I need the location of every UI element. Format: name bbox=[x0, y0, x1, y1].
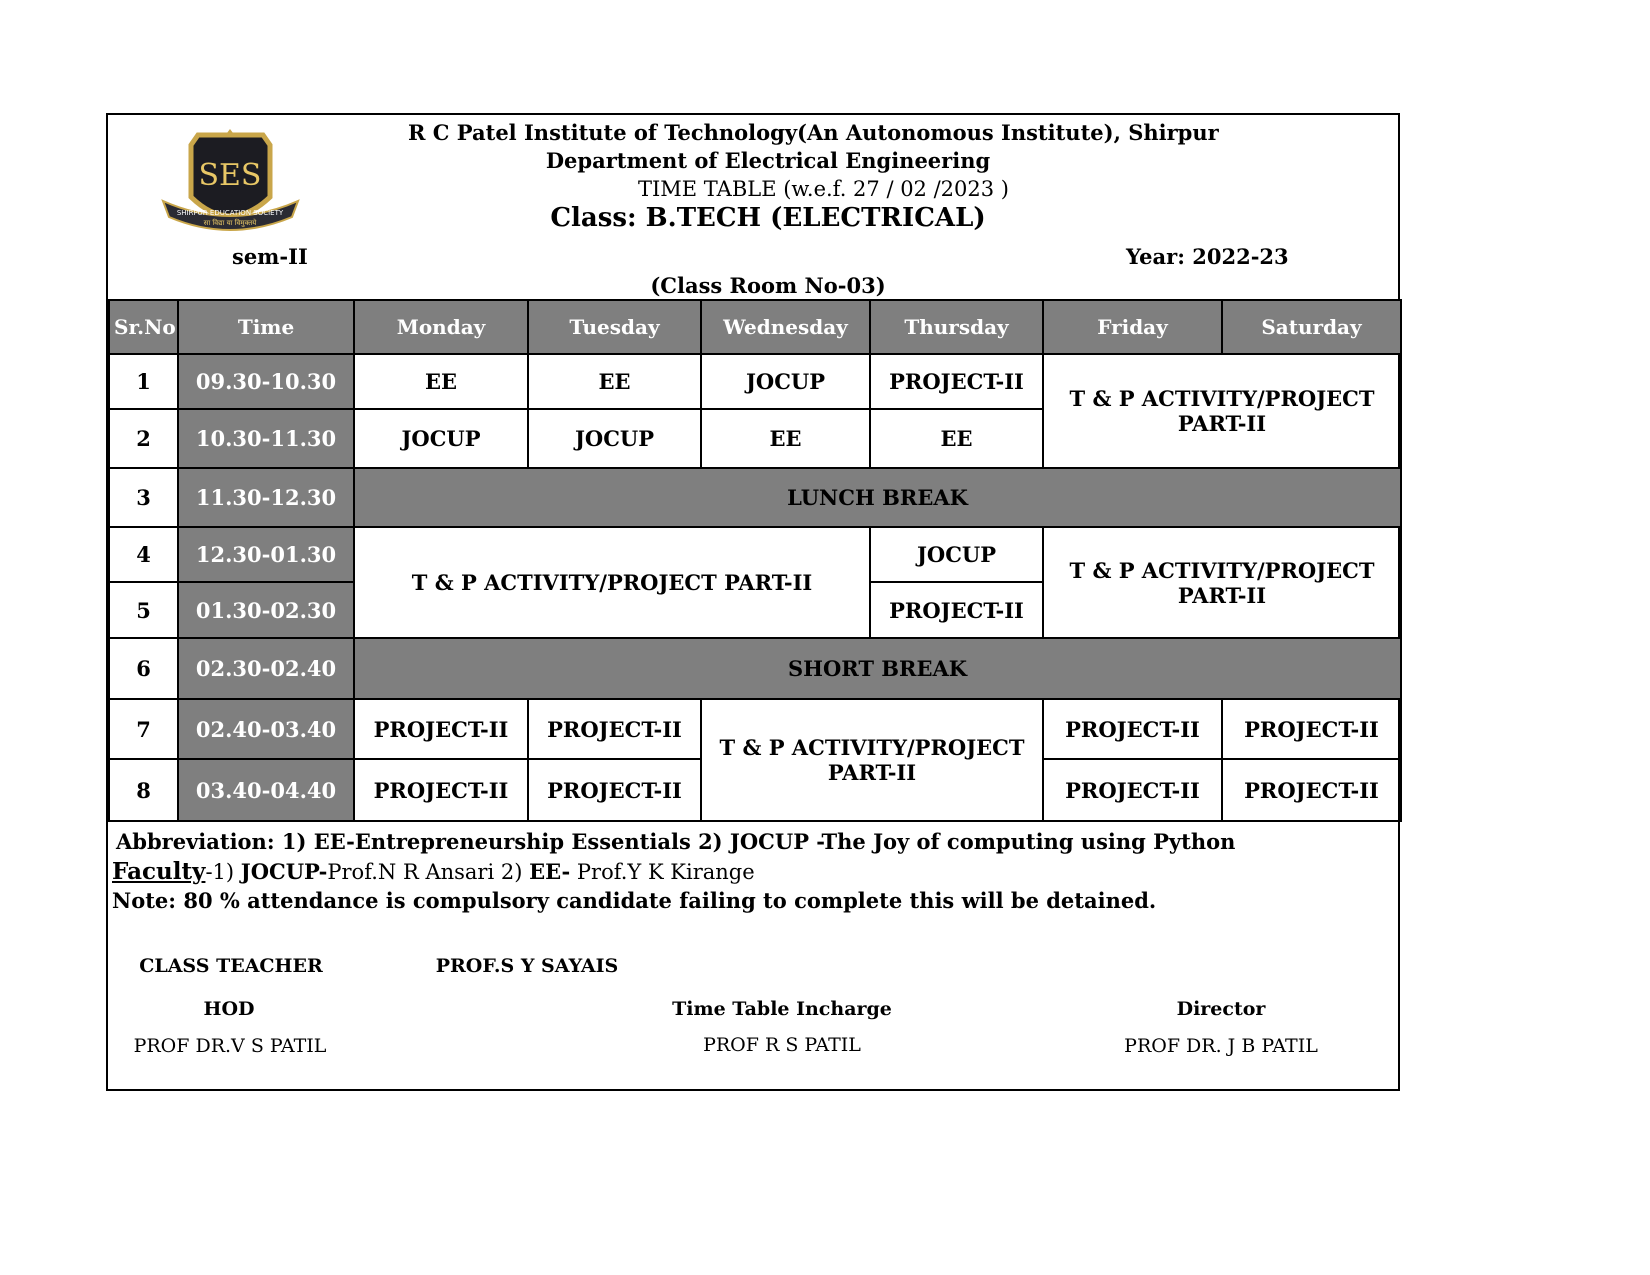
incharge-name: PROF R S PATIL bbox=[703, 1034, 861, 1056]
slot-cell: PROJECT-II bbox=[1222, 699, 1401, 759]
logo-ring-text: SHIRPUR EDUCATION SOCIETY bbox=[176, 209, 284, 217]
slot-cell: PROJECT-II bbox=[1043, 699, 1222, 759]
table-row bbox=[109, 699, 1401, 759]
slot-cell: EE bbox=[870, 409, 1043, 468]
attendance-note: Note: 80 % attendance is compulsory candidate failing to complete this will be detained. bbox=[112, 888, 1157, 913]
faculty-sep: -1) bbox=[205, 860, 241, 884]
department-name: Department of Electrical Engineering bbox=[545, 148, 991, 173]
faculty-ee: EE- bbox=[529, 859, 571, 884]
tp-activity-block: T & P ACTIVITY/PROJECT PART-II bbox=[1043, 354, 1401, 468]
slot-cell: PROJECT-II bbox=[870, 582, 1043, 638]
sr-no-cell: 3 bbox=[109, 468, 178, 527]
slot-cell: PROJECT-II bbox=[354, 699, 528, 759]
table-row bbox=[109, 527, 1401, 582]
time-cell: 02.30-02.40 bbox=[178, 638, 354, 699]
tp-activity-block: T & P ACTIVITY/PROJECT PART-II bbox=[354, 527, 870, 638]
faculty-jocup-name: Prof.N R Ansari bbox=[327, 860, 495, 884]
time-cell: 11.30-12.30 bbox=[178, 468, 354, 527]
time-cell: 03.40-04.40 bbox=[178, 759, 354, 821]
class-teacher-label: CLASS TEACHER bbox=[139, 955, 323, 977]
slot-cell: PROJECT-II bbox=[528, 759, 701, 821]
tp-activity-block: T & P ACTIVITY/PROJECT PART-II bbox=[1043, 527, 1401, 638]
table-row bbox=[109, 468, 1401, 527]
incharge-label: Time Table Incharge bbox=[672, 998, 892, 1020]
timetable-title: TIME TABLE (w.e.f. 27 / 02 /2023 ) bbox=[638, 177, 1009, 201]
classroom: (Class Room No-03) bbox=[650, 273, 886, 298]
director-name: PROF DR. J B PATIL bbox=[1124, 1035, 1318, 1057]
header-row bbox=[109, 300, 1401, 354]
slot-cell: PROJECT-II bbox=[528, 699, 701, 759]
col-header-thursday: Thursday bbox=[870, 300, 1043, 354]
table-row bbox=[109, 638, 1401, 699]
slot-cell: EE bbox=[354, 354, 528, 409]
short-break: SHORT BREAK bbox=[354, 638, 1401, 699]
time-cell: 10.30-11.30 bbox=[178, 409, 354, 468]
sr-no-cell: 5 bbox=[109, 582, 178, 638]
time-cell: 09.30-10.30 bbox=[178, 354, 354, 409]
col-header-srno: Sr.No bbox=[109, 300, 178, 354]
logo-motto: सा विद्या या विमुक्तये bbox=[203, 219, 257, 227]
col-header-friday: Friday bbox=[1043, 300, 1222, 354]
semester: sem-II bbox=[232, 244, 308, 269]
slot-cell: JOCUP bbox=[870, 527, 1043, 582]
academic-year: Year: 2022-23 bbox=[1126, 244, 1289, 269]
slot-cell: EE bbox=[528, 354, 701, 409]
sr-no-cell: 6 bbox=[109, 638, 178, 699]
col-header-saturday: Saturday bbox=[1222, 300, 1401, 354]
director-label: Director bbox=[1176, 998, 1266, 1020]
time-cell: 02.40-03.40 bbox=[178, 699, 354, 759]
timetable-sheet bbox=[106, 113, 1400, 1091]
faculty-label: Faculty bbox=[112, 858, 206, 885]
logo-text: SES bbox=[198, 158, 262, 193]
abbreviation-note: Abbreviation: 1) EE-Entrepreneurship Essentials 2) JOCUP -The Joy of computing using Python bbox=[116, 829, 1236, 854]
lunch-break: LUNCH BREAK bbox=[354, 468, 1401, 527]
ses-logo bbox=[158, 127, 303, 237]
slot-cell: EE bbox=[701, 409, 870, 468]
slot-cell: PROJECT-II bbox=[1222, 759, 1401, 821]
sr-no-cell: 2 bbox=[109, 409, 178, 468]
class-title: Class: B.TECH (ELECTRICAL) bbox=[550, 203, 986, 233]
slot-cell: JOCUP bbox=[354, 409, 528, 468]
hod-name: PROF DR.V S PATIL bbox=[133, 1035, 327, 1057]
faculty-mid: 2) bbox=[494, 860, 530, 884]
time-cell: 12.30-01.30 bbox=[178, 527, 354, 582]
hod-label: HOD bbox=[203, 998, 255, 1020]
col-header-monday: Monday bbox=[354, 300, 528, 354]
institute-name: R C Patel Institute of Technology(An Autonomous Institute), Shirpur bbox=[408, 120, 1219, 145]
col-header-wednesday: Wednesday bbox=[701, 300, 870, 354]
sr-no-cell: 8 bbox=[109, 759, 178, 821]
timetable-grid bbox=[108, 299, 1402, 822]
slot-cell: JOCUP bbox=[701, 354, 870, 409]
faculty-ee-name: Prof.Y K Kirange bbox=[570, 860, 755, 884]
tp-activity-block: T & P ACTIVITY/PROJECT PART-II bbox=[701, 699, 1043, 821]
faculty-line bbox=[112, 858, 755, 885]
faculty-jocup: JOCUP- bbox=[240, 859, 328, 884]
sr-no-cell: 7 bbox=[109, 699, 178, 759]
table-row bbox=[109, 354, 1401, 409]
slot-cell: PROJECT-II bbox=[354, 759, 528, 821]
slot-cell: JOCUP bbox=[528, 409, 701, 468]
col-header-tuesday: Tuesday bbox=[528, 300, 701, 354]
time-cell: 01.30-02.30 bbox=[178, 582, 354, 638]
sr-no-cell: 4 bbox=[109, 527, 178, 582]
slot-cell: PROJECT-II bbox=[1043, 759, 1222, 821]
class-teacher-name: PROF.S Y SAYAIS bbox=[435, 955, 619, 977]
sr-no-cell: 1 bbox=[109, 354, 178, 409]
col-header-time: Time bbox=[178, 300, 354, 354]
slot-cell: PROJECT-II bbox=[870, 354, 1043, 409]
